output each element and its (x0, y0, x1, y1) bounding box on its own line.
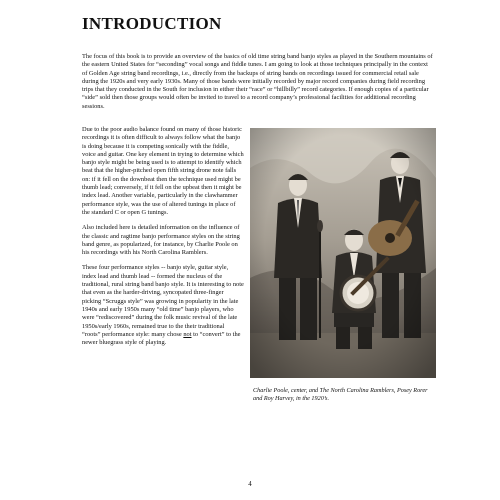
column-paragraph-2: Also included here is detailed information on the influence of the classic and ragtime banjo performance styles on the string band genre, as popularized, for instance, by Charlie Poole on his recordings with his North Carolina Ramblers. (82, 224, 240, 257)
band-photo-drawing (250, 128, 436, 378)
page-number: 4 (248, 480, 252, 488)
underlined-not: not (183, 330, 192, 338)
page-title: INTRODUCTION (82, 14, 222, 33)
band-photograph (250, 128, 436, 378)
column-paragraph-1: Due to the poor audio balance found on many of those historic recordings it is often difficult to always follow what the banjo is doing because it is competing sonically with the fiddle, voice and guitar. One key element in trying to determine which banjo style might be being used is to attempt to identify which beat that the higher-pitched open fifth string drone note falls on: if it fell on the downbeat then the technique used might be thumb lead; conversely, if it fell on the upbeat then it might be index lead. Another variable, particularly in the clawhammer performance style, was the use of altered tunings in place of the standard C or open G tunings. (82, 126, 244, 216)
paragraph-3-text-end: to “convert” to the newer bluegrass style of playing. (82, 330, 241, 347)
paragraph-3-text-start: These four performance styles -- banjo style, guitar style, index lead and thumb lead -- formed the nucleus of the traditional, rural string band banjo style. It is interesting to note that even as the harder-driving, syncopated three-finger picking “Scruggs style” was growing in popularity in the late 1940s and early 1950s many “old time” banjo players, who were “rediscovered” during the folk music revival of the late 1950s/early 1960s, remained true to the their traditional “roots” performance style: many chose (82, 264, 244, 338)
left-column (82, 126, 244, 354)
photo-caption: Charlie Poole, center, and The North Carolina Ramblers, Posey Rorer and Roy Harvey, in the 1920’s. (253, 387, 428, 403)
column-paragraph-3 (82, 264, 244, 347)
intro-paragraph: The focus of this book is to provide an overview of the basics of old time string band banjo styles as played in the Southern mountains of the eastern United States for “seconding” vocal songs and fiddle tunes. I am going to look at those techniques principally in the context of Golden Age string band recordings, i.e., directly from the backups of string bands on recordings issued for commercial retail sale during the 1920s and very early 1930s. Many of those bands were initially recorded by major record companies during field recording trips that they conducted in the South for inclusion in either their “race” or “hillbilly” record categories. If enough copies of a particular “side” sold then those groups would often be invited to travel to a record company’s professional facilities for additional recording sessions. (82, 53, 433, 110)
